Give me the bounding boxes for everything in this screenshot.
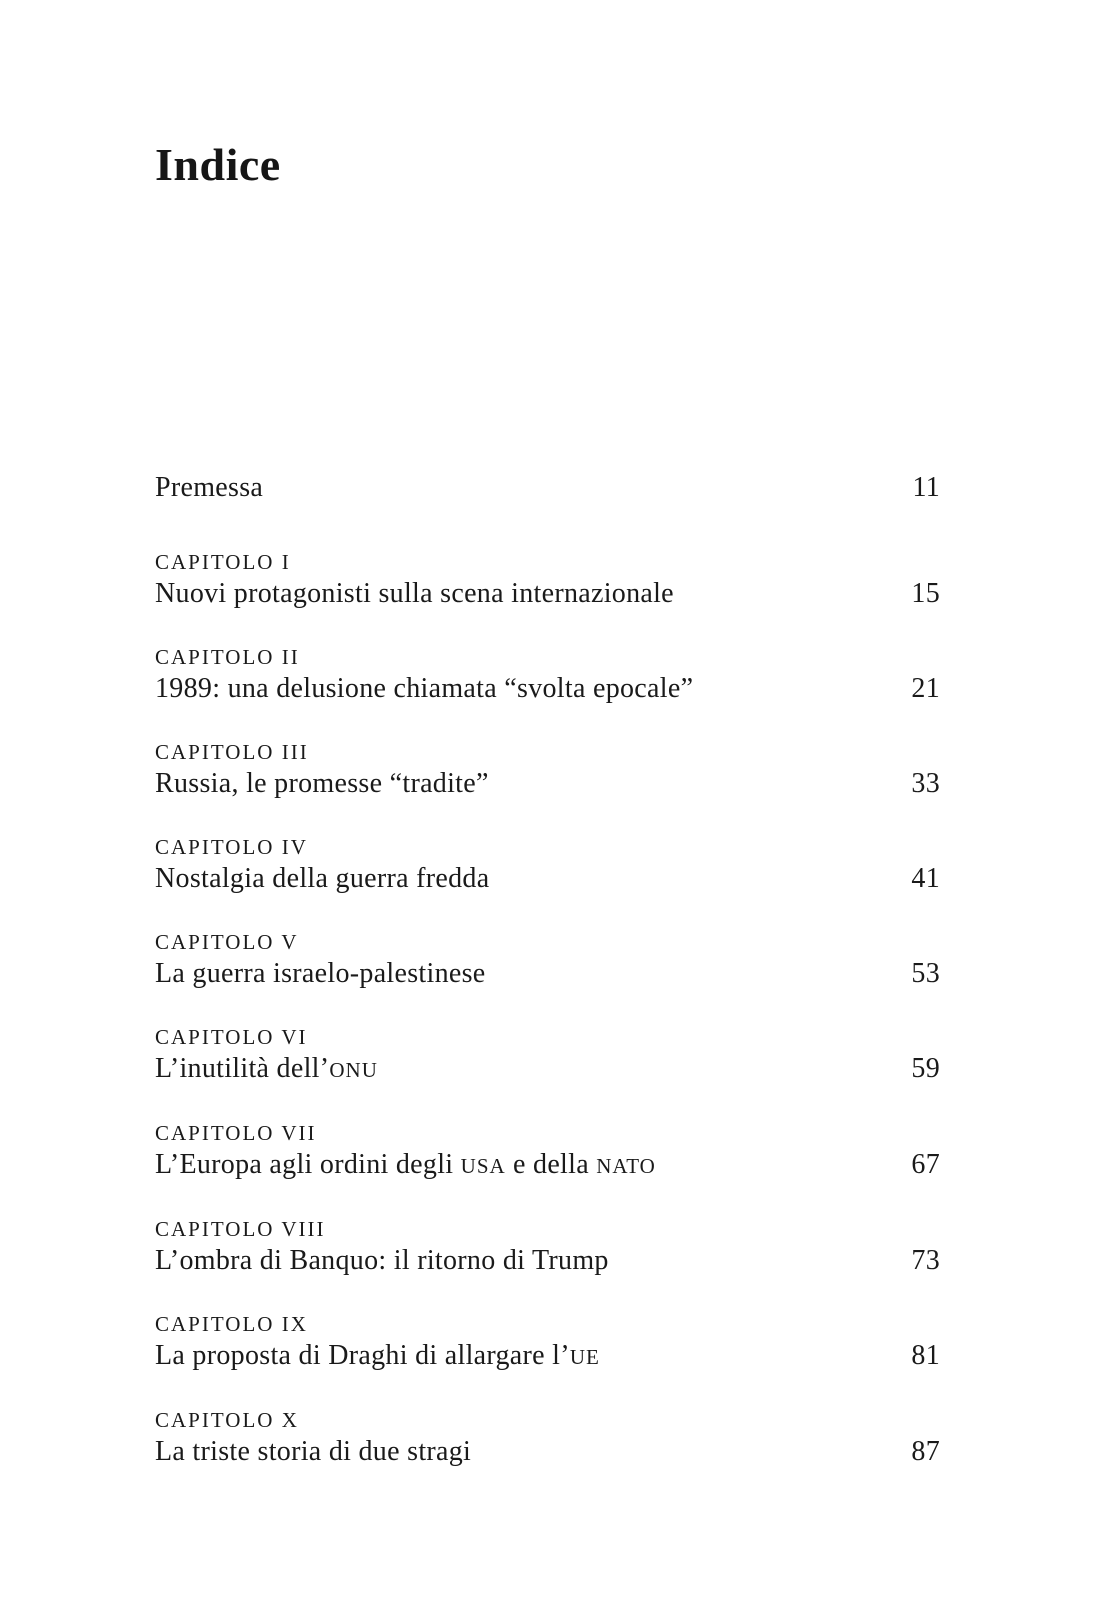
table-of-contents <box>155 470 940 1470</box>
chapter-label: CAPITOLO II <box>155 645 300 669</box>
chapter-label: CAPITOLO VII <box>155 1121 317 1145</box>
small-caps-acronym: NATO <box>596 1154 656 1178</box>
chapter-title: Premessa <box>155 472 264 503</box>
page-number: 59 <box>911 1053 940 1084</box>
chapter-label: CAPITOLO VI <box>155 1025 308 1049</box>
chapter-title: L’ombra di Banquo: il ritorno di Trump <box>155 1245 609 1276</box>
chapter-label: CAPITOLO III <box>155 740 309 764</box>
toc-entry <box>155 1406 940 1470</box>
toc-entry-line <box>155 470 940 506</box>
page-title: Indice <box>155 139 281 190</box>
toc-entry-line <box>155 861 940 897</box>
page-number: 67 <box>911 1149 940 1180</box>
page-number: 21 <box>911 673 940 704</box>
toc-entry-line <box>155 1338 940 1375</box>
toc-entry <box>155 1119 940 1184</box>
chapter-title: 1989: una delusione chiamata “svolta epocale” <box>155 673 694 704</box>
toc-entry-line <box>155 1434 940 1470</box>
small-caps-acronym: USA <box>460 1154 506 1178</box>
page-number: 87 <box>911 1436 940 1467</box>
chapter-title: La guerra israelo-palestinese <box>155 958 486 989</box>
chapter-label: CAPITOLO X <box>155 1408 299 1432</box>
small-caps-acronym: ONU <box>329 1058 378 1082</box>
page-number: 33 <box>911 768 940 799</box>
toc-entry <box>155 1023 940 1088</box>
toc-entry-line <box>155 1147 940 1184</box>
chapter-title: Nostalgia della guerra fredda <box>155 863 490 894</box>
page-number: 73 <box>911 1245 940 1276</box>
toc-entry <box>155 738 940 802</box>
toc-entry <box>155 470 940 506</box>
chapter-title: L’inutilità dell’ONU <box>155 1053 378 1084</box>
page-number: 41 <box>911 863 940 894</box>
toc-entry-line <box>155 1243 940 1279</box>
toc-entry <box>155 548 940 612</box>
chapter-title: La triste storia di due stragi <box>155 1436 472 1467</box>
toc-entry-line <box>155 576 940 612</box>
chapter-label: CAPITOLO VIII <box>155 1217 326 1241</box>
toc-entry <box>155 643 940 707</box>
small-caps-acronym: UE <box>569 1345 600 1369</box>
toc-entry-line <box>155 766 940 802</box>
book-page <box>155 0 940 1501</box>
toc-entry <box>155 1310 940 1375</box>
toc-entry-line <box>155 1051 940 1088</box>
chapter-title: Nuovi protagonisti sulla scena internazionale <box>155 578 674 609</box>
chapter-title: L’Europa agli ordini degli USA e della NATO <box>155 1149 656 1180</box>
chapter-label: CAPITOLO IX <box>155 1312 308 1336</box>
page-number: 53 <box>911 958 940 989</box>
chapter-title: Russia, le promesse “tradite” <box>155 768 489 799</box>
chapter-label: CAPITOLO IV <box>155 835 308 859</box>
page-number: 81 <box>911 1340 940 1371</box>
toc-entry <box>155 928 940 992</box>
chapter-label: CAPITOLO V <box>155 930 299 954</box>
page-number: 15 <box>911 578 940 609</box>
page-number: 11 <box>912 472 940 503</box>
toc-entry-line <box>155 956 940 992</box>
toc-entry <box>155 1215 940 1279</box>
toc-entry <box>155 833 940 897</box>
chapter-label: CAPITOLO I <box>155 550 291 574</box>
toc-entry-line <box>155 671 940 707</box>
chapter-title: La proposta di Draghi di allargare l’UE <box>155 1340 600 1371</box>
